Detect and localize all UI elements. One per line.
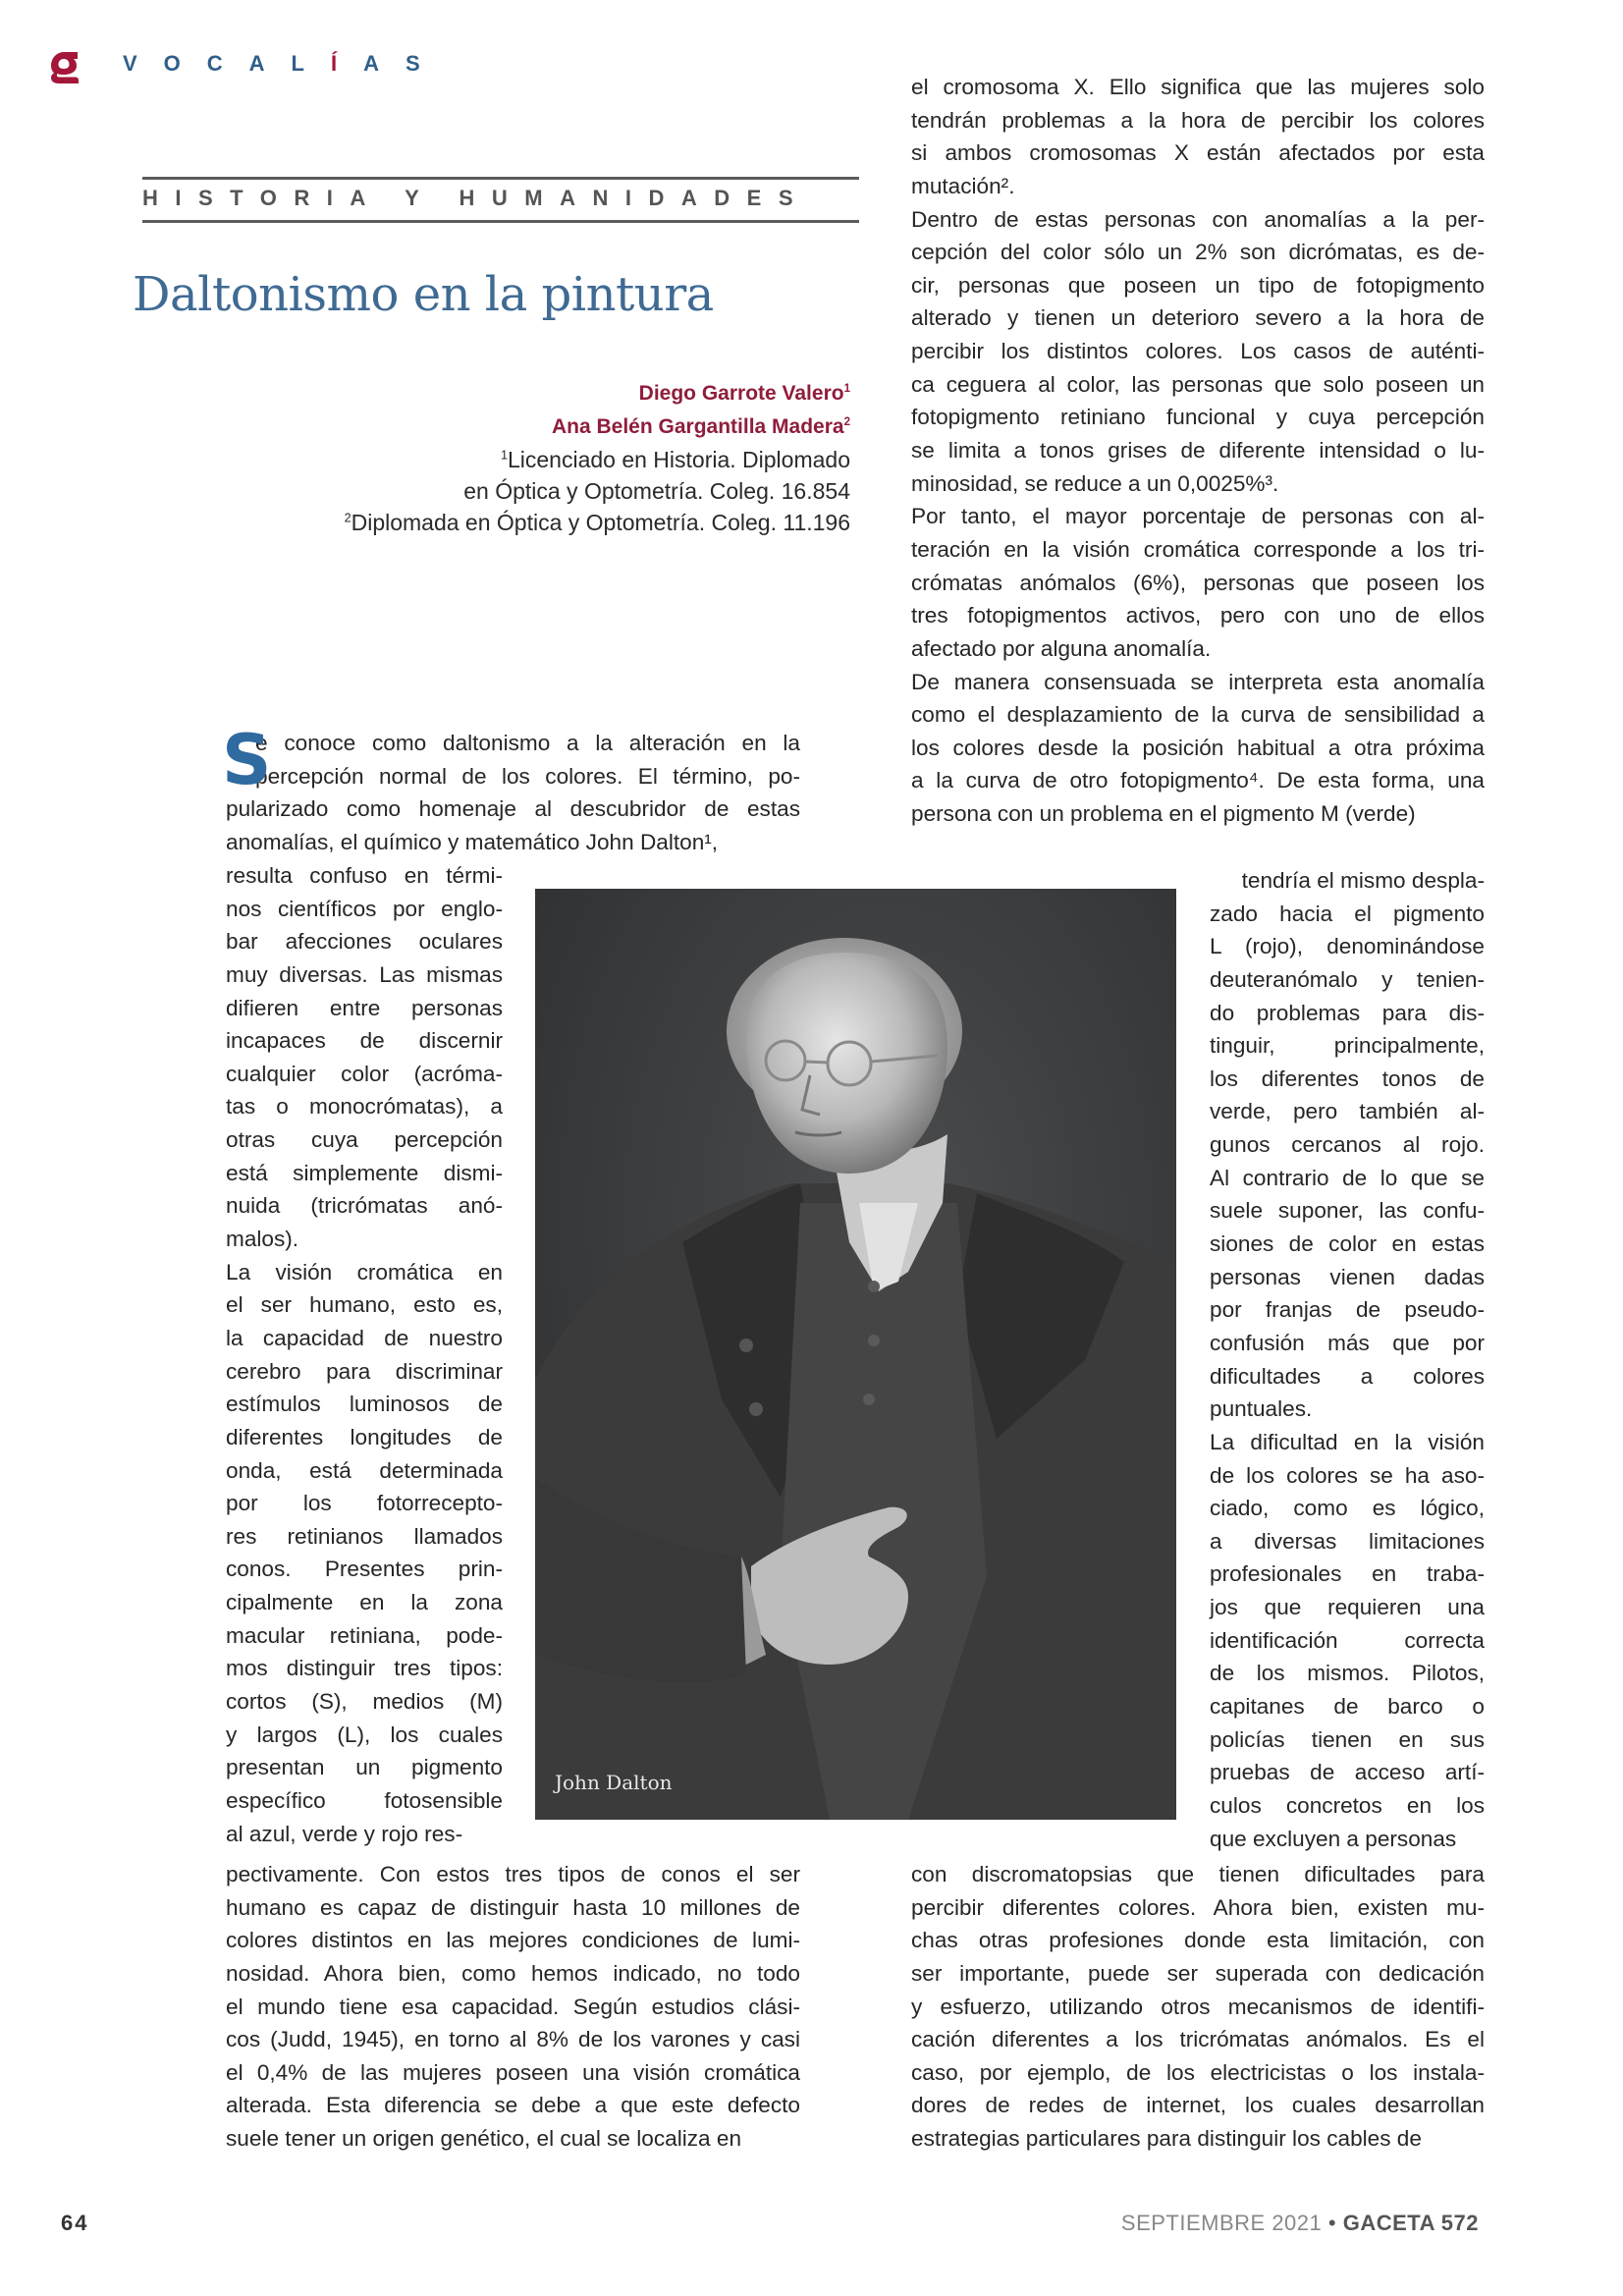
text-line: estrategias particulares para distinguir los cables de xyxy=(911,2126,1422,2152)
text-line: crómatas anómalos (6%), personas que poseen los xyxy=(911,570,1485,595)
figure-caption: John Dalton xyxy=(555,1771,673,1794)
affiliation xyxy=(345,475,850,507)
text-line: Dentro de estas personas con anomalías a la per- xyxy=(911,206,1485,232)
affiliation xyxy=(345,507,850,538)
affiliation-sup: 2 xyxy=(344,511,352,525)
text-line: bar afecciones oculares xyxy=(226,929,503,955)
text-line: colores distintos en las mejores condiciones de lumi- xyxy=(226,1928,800,1953)
text-line: si ambos cromosomas X están afectados por esta xyxy=(911,140,1485,166)
text-line: Al contrario de lo que se xyxy=(1210,1165,1485,1190)
paragraph-lines xyxy=(1210,864,1485,1855)
portrait-illustration xyxy=(535,889,1176,1820)
text-line: percibir los distintos colores. Los casos de auténti- xyxy=(911,339,1485,364)
text-line: estímulos luminosos de xyxy=(226,1392,503,1417)
kicker-bottom-rule xyxy=(142,220,859,223)
publication-name: GACETA 572 xyxy=(1342,2211,1479,2235)
text-line: cerebro para discriminar xyxy=(226,1358,503,1384)
text-line: percepción normal de los colores. El término, po- xyxy=(255,763,800,789)
text-line: al azul, verde y rojo res- xyxy=(226,1821,463,1846)
affiliation-sup: 1 xyxy=(500,448,508,463)
text-line: cualquier color (acróma- xyxy=(226,1061,503,1086)
text-line: difieren entre personas xyxy=(226,995,503,1020)
text-line: e conoce como daltonismo a la alteración en la xyxy=(255,731,800,755)
text-line: res retinianos llamados xyxy=(226,1523,503,1549)
text-line: presentan un pigmento xyxy=(226,1755,503,1780)
text-line: De manera consensuada se interpreta esta anomalía xyxy=(911,669,1485,694)
text-line: confusión más que por xyxy=(1210,1330,1485,1355)
text-line: macular retiniana, pode- xyxy=(226,1622,503,1648)
text-line: La visión cromática en xyxy=(226,1259,503,1285)
text-line: mos distinguir tres tipos: xyxy=(226,1656,503,1681)
text-line: el mundo tiene esa capacidad. Según estudios clási- xyxy=(226,1994,800,2019)
text-line: do problemas para dis- xyxy=(1210,1000,1485,1025)
text-line: culos concretos en los xyxy=(1210,1792,1485,1818)
author-name-text: Ana Belén Gargantilla Madera xyxy=(551,415,844,438)
text-line: el cromosoma X. Ello significa que las mujeres solo xyxy=(911,75,1485,99)
text-line: conos. Presentes prin- xyxy=(226,1557,503,1582)
author-name-text: Diego Garrote Valero xyxy=(638,382,844,405)
text-line: por los fotorrecepto- xyxy=(226,1491,503,1516)
logo-g-icon xyxy=(49,49,81,84)
text-line: cir, personas que poseen un tipo de fotopigmento xyxy=(911,272,1485,298)
text-line: de los colores se ha aso- xyxy=(1210,1462,1485,1488)
text-line: resulta confuso en térmi- xyxy=(226,863,503,888)
text-line: profesionales en traba- xyxy=(1210,1561,1485,1587)
affiliation-text: en Óptica y Optometría. Coleg. 16.854 xyxy=(463,478,850,504)
text-line: a la curva de otro fotopigmento⁴. De esta forma, una xyxy=(911,768,1485,793)
text-line: suele tener un origen genético, el cual se localiza en xyxy=(226,2126,742,2152)
text-line: los diferentes tonos de xyxy=(1210,1066,1485,1091)
body-right-wrap xyxy=(1210,864,1485,1855)
text-line: específico fotosensible xyxy=(226,1787,503,1813)
paragraph-lines xyxy=(911,1858,1485,2156)
text-line: La dificultad en la visión xyxy=(1210,1429,1485,1454)
text-line: otras cuya percepción xyxy=(226,1127,503,1153)
john-dalton-portrait xyxy=(535,889,1176,1820)
text-line: Por tanto, el mayor porcentaje de personas con al- xyxy=(911,504,1485,529)
text-line: por franjas de pseudo- xyxy=(1210,1297,1485,1323)
text-line: anomalías, el químico y matemático John Dalton¹, xyxy=(226,829,719,854)
body-left-bottom xyxy=(226,1858,800,2156)
text-line: pectivamente. Con estos tres tipos de conos el ser xyxy=(226,1862,800,1886)
text-line: minosidad, se reduce a un 0,0025%³. xyxy=(911,470,1279,496)
text-line: capitanes de barco o xyxy=(1210,1694,1485,1720)
text-line: los colores desde la posición habitual a otra próxima xyxy=(911,735,1485,760)
text-line: con discromatopsias que tienen dificultades para xyxy=(911,1862,1485,1886)
text-line: cación diferentes a los tricrómatas anómalos. Es el xyxy=(911,2027,1485,2052)
text-line: como el desplazamiento de la curva de sensibilidad a xyxy=(911,702,1485,728)
text-line: deuteranómalo y tenien- xyxy=(1210,966,1485,992)
text-line: se limita a tonos grises de diferente intensidad o lu- xyxy=(911,438,1485,464)
paragraph-lines xyxy=(226,1858,800,2156)
text-line: que excluyen a personas xyxy=(1210,1826,1457,1851)
text-line: nos científicos por englo- xyxy=(226,896,503,921)
text-line: gunos cercanos al rojo. xyxy=(1210,1132,1485,1158)
text-line: ciado, como es lógico, xyxy=(1210,1496,1485,1521)
text-line: L (rojo), denominándose xyxy=(1210,934,1485,959)
text-line: suele suponer, las confu- xyxy=(1210,1198,1485,1224)
body-right-bottom xyxy=(911,1858,1485,2156)
paragraph-lines xyxy=(226,727,800,859)
text-line: pruebas de acceso artí- xyxy=(1210,1760,1485,1785)
text-line: cortos (S), medios (M) xyxy=(226,1689,503,1715)
section-label-accent: Í xyxy=(331,51,364,76)
paragraph-lines xyxy=(911,71,1485,831)
text-line: y largos (L), los cuales xyxy=(226,1722,503,1747)
text-line: tres fotopigmentos activos, pero con uno de ellos xyxy=(911,603,1485,629)
text-line: onda, está determinada xyxy=(226,1457,503,1483)
text-line: diferentes longitudes de xyxy=(226,1424,503,1449)
text-line: caso, por ejemplo, de los electricistas o los instala- xyxy=(911,2059,1485,2085)
text-line: alterada. Esta diferencia se debe a que este defecto xyxy=(226,2093,800,2118)
text-line: personas vienen dadas xyxy=(1210,1264,1485,1289)
text-line: dores de redes de internet, los cuales desarrollan xyxy=(911,2093,1485,2118)
text-line: está simplemente dismi- xyxy=(226,1160,503,1185)
text-line: siones de color en estas xyxy=(1210,1231,1485,1257)
text-line: pularizado como homenaje al descubridor de estas xyxy=(226,796,800,822)
body-left-wrap xyxy=(226,859,503,1850)
text-line: afectado por alguna anomalía. xyxy=(911,635,1212,661)
text-line: ca ceguera al color, las personas que solo poseen un xyxy=(911,371,1485,397)
text-line: nuida (tricrómatas anó- xyxy=(226,1193,503,1219)
text-line: humano es capaz de distinguir hasta 10 millones de xyxy=(226,1894,800,1920)
author-block xyxy=(345,377,850,538)
text-line: nosidad. Ahora bien, como hemos indicado, no todo xyxy=(226,1960,800,1986)
author-name xyxy=(345,377,850,410)
affiliation-text: Licenciado en Historia. Diplomado xyxy=(507,447,850,472)
text-line: tendría el mismo despla- xyxy=(1241,868,1485,893)
text-line: el 0,4% de las mujeres poseen una visión cromática xyxy=(226,2059,800,2085)
text-line: malos). xyxy=(226,1227,299,1252)
text-line: fotopigmento retiniano funcional y cuya percepción xyxy=(911,405,1485,430)
text-line: percibir diferentes colores. Ahora bien, existen mu- xyxy=(911,1894,1485,1920)
text-line: puntuales. xyxy=(1210,1396,1313,1422)
section-label-pre: VOCAL xyxy=(123,51,331,76)
text-line: jos que requieren una xyxy=(1210,1595,1485,1620)
section-label-post: AS xyxy=(363,51,447,76)
text-line: tendrán problemas a la hora de percibir los colores xyxy=(911,107,1485,133)
text-line: cos (Judd, 1945), en torno al 8% de los varones y casi xyxy=(226,2027,800,2052)
text-line: ser importante, puede ser superada con dedicación xyxy=(911,1960,1485,1986)
author-sup: 1 xyxy=(843,383,850,395)
text-line: la capacidad de nuestro xyxy=(226,1325,503,1350)
body-left-intro xyxy=(222,720,800,859)
kicker: HISTORIA Y HUMANIDADES xyxy=(142,186,811,210)
text-line: tas o monocrómatas), a xyxy=(226,1094,503,1120)
text-line: chas otras profesiones donde esta limitación, con xyxy=(911,1928,1485,1953)
text-line: persona con un problema en el pigmento M (verde) xyxy=(911,801,1416,827)
affiliation xyxy=(345,444,850,475)
text-line: de los mismos. Pilotos, xyxy=(1210,1661,1485,1686)
text-line: tinguir, principalmente, xyxy=(1210,1033,1485,1059)
text-line: verde, pero también al- xyxy=(1210,1099,1485,1124)
bullet-separator: • xyxy=(1327,2211,1337,2235)
text-line: alterado y tienen un deterioro severo a la hora de xyxy=(911,305,1485,331)
section-label xyxy=(123,51,447,77)
text-line: policías tienen en sus xyxy=(1210,1726,1485,1752)
text-line: mutación². xyxy=(911,173,1015,198)
issue-date: SEPTIEMBRE 2021 xyxy=(1120,2211,1323,2235)
body-right-top xyxy=(911,71,1485,831)
article-title: Daltonismo en la pintura xyxy=(133,267,714,322)
paragraph-lines xyxy=(226,859,503,1850)
text-line: muy diversas. Las mismas xyxy=(226,961,503,987)
text-line: cipalmente en la zona xyxy=(226,1590,503,1615)
author-name xyxy=(345,410,850,444)
text-line: dificultades a colores xyxy=(1210,1363,1485,1389)
text-line: cepción del color sólo un 2% son dicrómatas, es de- xyxy=(911,240,1485,265)
text-line: y esfuerzo, utilizando otros mecanismos de identifi- xyxy=(911,1994,1485,2019)
text-line: teración en la visión cromática corresponde a los tri- xyxy=(911,536,1485,562)
text-line: identificación correcta xyxy=(1210,1627,1485,1653)
text-line: zado hacia el pigmento xyxy=(1210,901,1485,926)
drop-cap: S xyxy=(222,720,272,800)
page-number: 64 xyxy=(61,2211,89,2235)
kicker-top-rule xyxy=(142,177,859,180)
text-line: incapaces de discernir xyxy=(226,1028,503,1054)
issue-info xyxy=(1121,2211,1479,2236)
text-line: a diversas limitaciones xyxy=(1210,1528,1485,1554)
text-line: el ser humano, esto es, xyxy=(226,1292,503,1318)
affiliation-text: Diplomada en Óptica y Optometría. Coleg. 11.196 xyxy=(351,510,850,535)
author-sup: 2 xyxy=(843,416,850,428)
gaceta-logo xyxy=(49,49,81,84)
